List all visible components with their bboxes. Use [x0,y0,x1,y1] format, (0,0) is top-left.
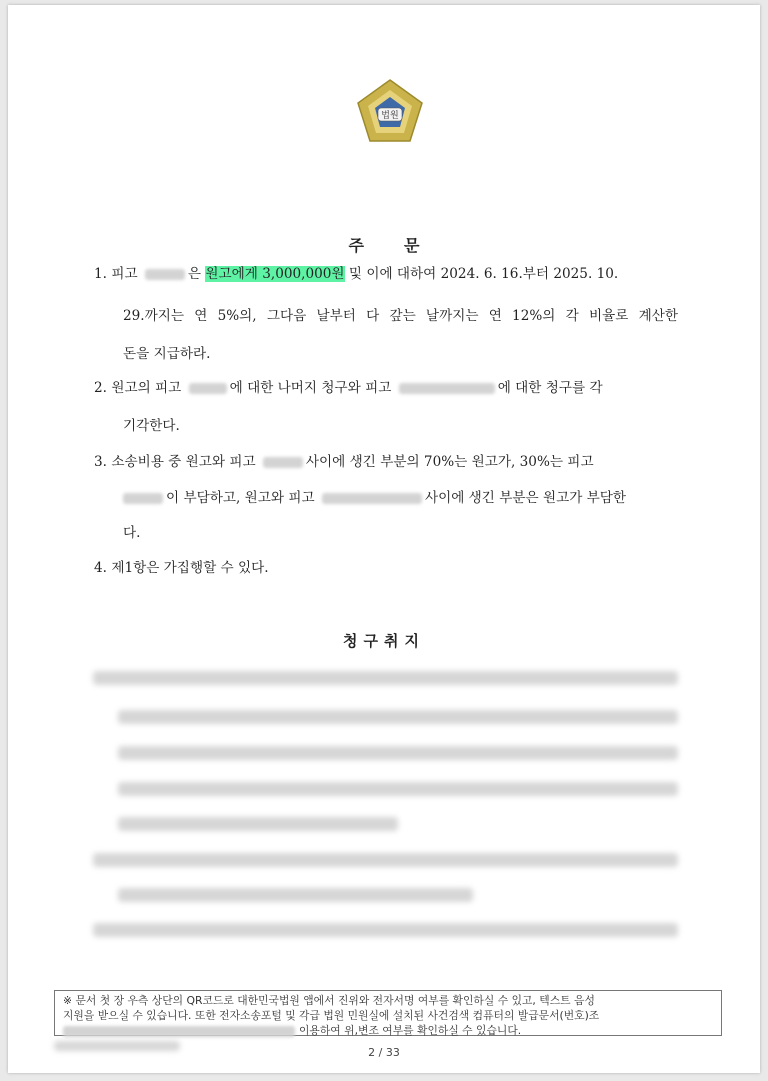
item-text: 이 부담하고, 원고와 피고 [166,490,315,506]
redacted-name [322,493,422,504]
item-1-line-2: 29.까지는 연 5%의, 그다음 날부터 다 갚는 날까지는 연 12%의 각 비율로 계산한 [123,308,678,324]
item-number: 2. [94,380,107,396]
section-title-order [8,233,760,256]
section-title-claim: 청구취지 [343,632,425,650]
item-3-line-1 [94,453,594,471]
blurred-text-line [93,671,678,685]
redacted-name [189,383,227,394]
blurred-text-line [118,782,678,796]
title-char-2: 문 [404,236,420,255]
item-text: 에 대한 나머지 청구와 피고 [229,380,392,396]
page-number: 2 / 33 [368,1046,400,1059]
highlighted-amount: 원고에게 3,000,000원 [205,266,345,282]
item-3-line-2 [123,489,626,507]
redacted-name [145,269,185,280]
item-number: 4. [94,560,107,576]
title-char-1: 주 [348,236,364,255]
notice-line-1: ※ 문서 첫 장 우측 상단의 QR코드로 대한민국법원 앱에서 진위와 전자서명 여부를 확인하실 수 있고, 텍스트 음성 [63,994,595,1007]
item-text: 피고 [111,266,138,282]
blurred-text-line [93,853,678,867]
redacted-name [123,493,163,504]
item-text: 은 [187,266,202,282]
court-emblem-icon [354,77,426,147]
redacted-name [263,457,303,468]
notice-box [54,990,722,1036]
emblem-label: 법원 [381,111,399,121]
redacted-text [63,1026,295,1037]
item-text: 및 이에 대하여 2024. 6. 16.부터 2025. 10. [348,266,619,282]
redacted-name [399,383,495,394]
document-page [8,5,760,1073]
notice-line-3 [63,1023,713,1038]
notice-text: 이용하여 위,변조 여부를 확인하실 수 있습니다. [299,1024,522,1037]
item-text: 제1항은 가집행할 수 있다. [111,560,269,576]
blurred-text-line [118,710,678,724]
blurred-text-line [93,923,678,937]
item-2-line-2: 기각한다. [123,418,180,434]
item-text: 원고의 피고 [111,380,182,396]
item-1-line-3: 돈을 지급하라. [123,346,211,362]
item-text: 소송비용 중 원고와 피고 [111,454,256,470]
item-text: 사이에 생긴 부분의 70%는 원고가, 30%는 피고 [305,454,594,470]
blurred-text-line [118,888,473,902]
blurred-text-line [118,817,398,831]
item-2-line-1 [94,379,603,397]
item-text: 사이에 생긴 부분은 원고가 부담한 [424,490,627,506]
blurred-text-line [118,746,678,760]
item-number: 3. [94,454,107,470]
item-4-line-1 [94,559,269,577]
item-3-line-3: 다. [123,525,141,541]
notice-line-2: 지원을 받으실 수 있습니다. 또한 전자소송포털 및 각급 법원 민원실에 설치된 사건검색 컴퓨터의 발급문서(번호)조 [63,1009,600,1022]
item-1-line-1 [94,265,618,283]
item-text: 에 대한 청구를 각 [497,380,603,396]
item-number: 1. [94,266,107,282]
